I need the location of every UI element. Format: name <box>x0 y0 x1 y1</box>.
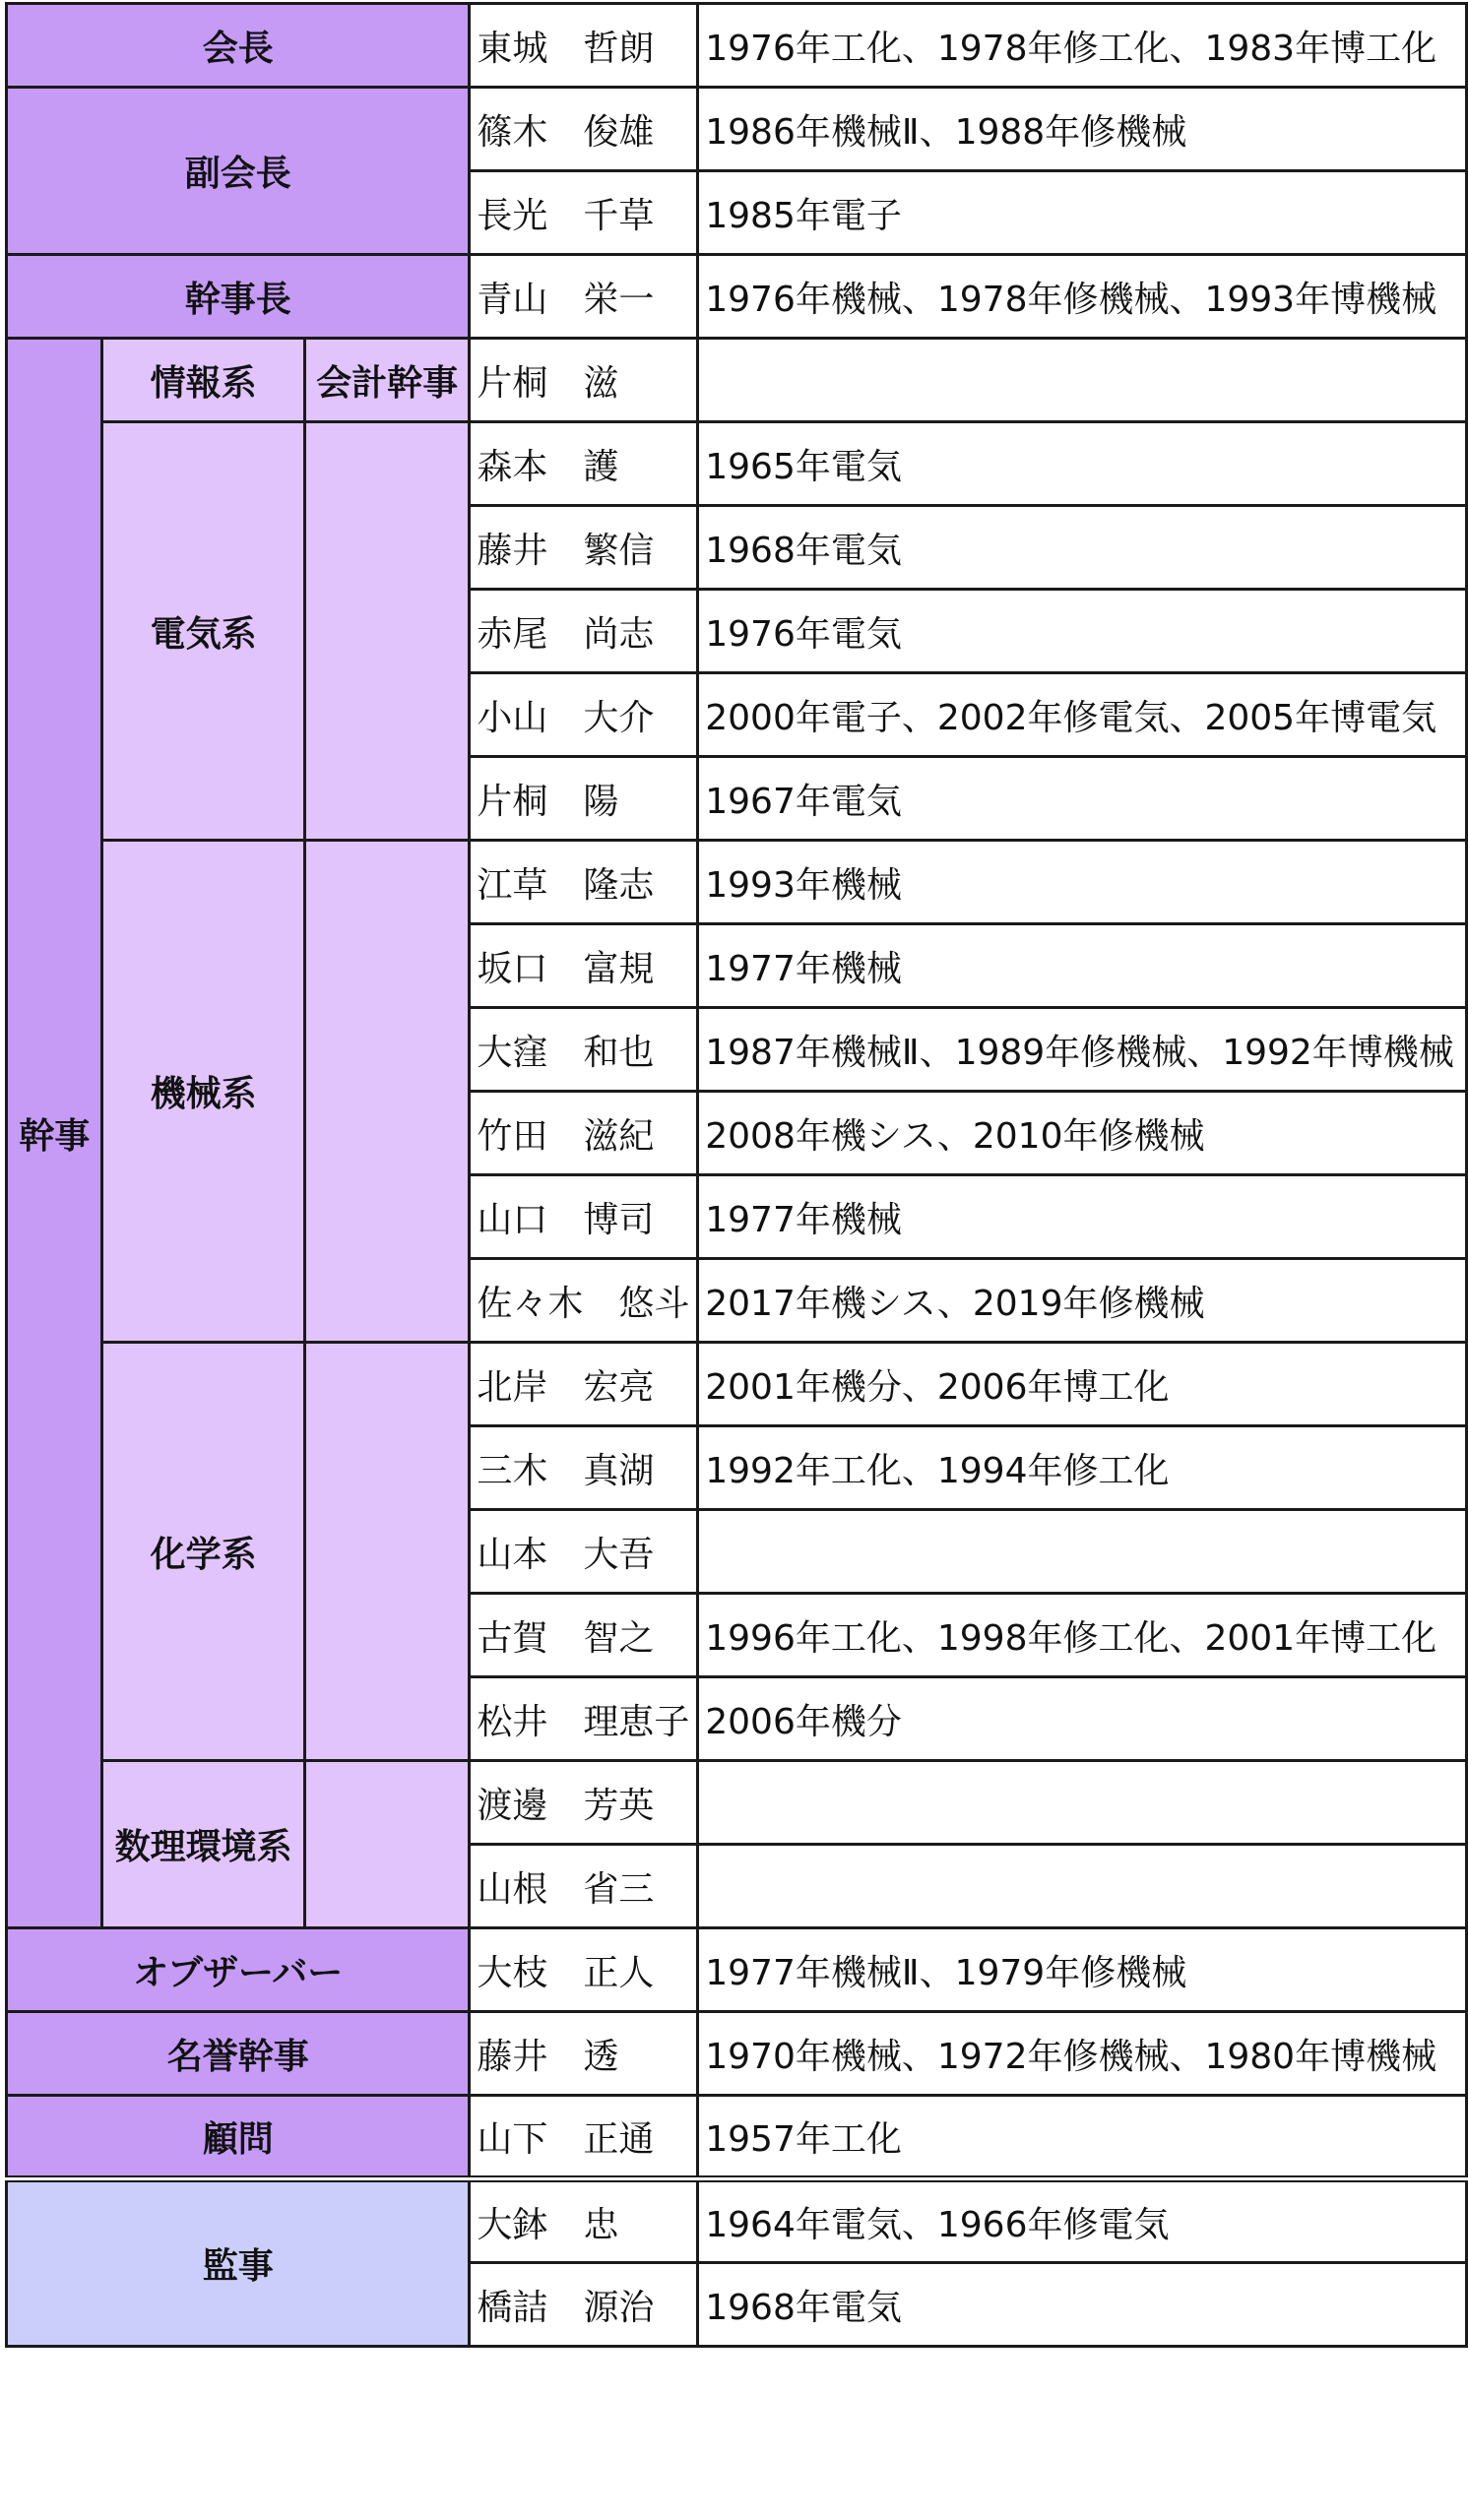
member-career: 1970年機械、1972年修機械、1980年博機械 <box>698 2012 1467 2096</box>
role-honorary-secretary: 名誉幹事 <box>7 2012 470 2096</box>
member-name: 北岸 宏亮 <box>470 1343 698 1426</box>
table-row <box>7 1928 1467 2012</box>
member-name: 小山 大介 <box>470 673 698 757</box>
member-name: 佐々木 悠斗 <box>470 1259 698 1343</box>
member-career: 1968年電気 <box>698 506 1467 590</box>
sub-role-blank <box>304 841 470 1343</box>
member-career: 1986年機械Ⅱ、1988年修機械 <box>698 88 1467 171</box>
member-name: 江草 隆志 <box>470 841 698 924</box>
member-career: 1976年工化、1978年修工化、1983年博工化 <box>698 4 1467 88</box>
member-career <box>698 339 1467 422</box>
table-row <box>7 2012 1467 2096</box>
member-career: 1968年電気 <box>698 2263 1467 2347</box>
table-row <box>7 422 1467 506</box>
group-math-env: 数理環境系 <box>102 1761 304 1928</box>
table-row <box>7 1343 1467 1426</box>
member-name: 竹田 滋紀 <box>470 1092 698 1175</box>
member-name: 山口 博司 <box>470 1175 698 1259</box>
role-secretary: 幹事 <box>7 339 102 1928</box>
sub-role-blank <box>304 1343 470 1761</box>
group-chemical: 化学系 <box>102 1343 304 1761</box>
member-career: 2017年機シス、2019年修機械 <box>698 1259 1467 1343</box>
member-name: 大枝 正人 <box>470 1928 698 2012</box>
member-name: 片桐 陽 <box>470 757 698 841</box>
member-career <box>698 1510 1467 1594</box>
member-career: 1977年機械 <box>698 1175 1467 1259</box>
role-auditor: 監事 <box>7 2179 470 2347</box>
member-name: 山下 正通 <box>470 2096 698 2179</box>
member-career: 1993年機械 <box>698 841 1467 924</box>
member-career: 1967年電気 <box>698 757 1467 841</box>
member-career: 1977年機械Ⅱ、1979年修機械 <box>698 1928 1467 2012</box>
member-name: 藤井 繁信 <box>470 506 698 590</box>
member-name: 橋詰 源治 <box>470 2263 698 2347</box>
member-name: 篠木 俊雄 <box>470 88 698 171</box>
member-career: 1957年工化 <box>698 2096 1467 2179</box>
member-name: 坂口 富規 <box>470 924 698 1008</box>
role-advisor: 顧問 <box>7 2096 470 2179</box>
role-chairman: 会長 <box>7 4 470 88</box>
member-career: 1965年電気 <box>698 422 1467 506</box>
officer-table <box>5 2 1468 2348</box>
member-career <box>698 1761 1467 1845</box>
table-row <box>7 2096 1467 2179</box>
member-name: 渡邊 芳英 <box>470 1761 698 1845</box>
member-name: 長光 千草 <box>470 171 698 255</box>
role-vice-chairman: 副会長 <box>7 88 470 255</box>
table-row <box>7 339 1467 422</box>
member-career: 1992年工化、1994年修工化 <box>698 1426 1467 1510</box>
table-row <box>7 4 1467 88</box>
member-name: 松井 理恵子 <box>470 1677 698 1761</box>
member-career: 2001年機分、2006年博工化 <box>698 1343 1467 1426</box>
table-row <box>7 255 1467 339</box>
member-name: 古賀 智之 <box>470 1594 698 1677</box>
member-career: 2000年電子、2002年修電気、2005年博電気 <box>698 673 1467 757</box>
member-name: 藤井 透 <box>470 2012 698 2096</box>
table-row <box>7 2179 1467 2263</box>
member-name: 大窪 和也 <box>470 1008 698 1092</box>
member-career: 1964年電気、1966年修電気 <box>698 2179 1467 2263</box>
member-career: 2008年機シス、2010年修機械 <box>698 1092 1467 1175</box>
member-career: 1987年機械Ⅱ、1989年修機械、1992年博機械 <box>698 1008 1467 1092</box>
table-row <box>7 88 1467 171</box>
member-career: 2006年機分 <box>698 1677 1467 1761</box>
role-observer: オブザーバー <box>7 1928 470 2012</box>
table-row <box>7 841 1467 924</box>
sub-role-blank <box>304 422 470 841</box>
member-name: 片桐 滋 <box>470 339 698 422</box>
member-name: 三木 真湖 <box>470 1426 698 1510</box>
member-career <box>698 1845 1467 1928</box>
member-name: 赤尾 尚志 <box>470 590 698 673</box>
group-info: 情報系 <box>102 339 304 422</box>
table-row <box>7 1761 1467 1845</box>
group-mechanical: 機械系 <box>102 841 304 1343</box>
group-electrical: 電気系 <box>102 422 304 841</box>
member-name: 山根 省三 <box>470 1845 698 1928</box>
member-name: 東城 哲朗 <box>470 4 698 88</box>
role-chief-secretary: 幹事長 <box>7 255 470 339</box>
member-career: 1985年電子 <box>698 171 1467 255</box>
member-career: 1996年工化、1998年修工化、2001年博工化 <box>698 1594 1467 1677</box>
sub-role-blank <box>304 1761 470 1928</box>
member-name: 大鉢 忠 <box>470 2179 698 2263</box>
member-career: 1976年電気 <box>698 590 1467 673</box>
member-name: 青山 栄一 <box>470 255 698 339</box>
member-name: 森本 護 <box>470 422 698 506</box>
sub-role-accountant: 会計幹事 <box>304 339 470 422</box>
member-career: 1977年機械 <box>698 924 1467 1008</box>
member-name: 山本 大吾 <box>470 1510 698 1594</box>
member-career: 1976年機械、1978年修機械、1993年博機械 <box>698 255 1467 339</box>
